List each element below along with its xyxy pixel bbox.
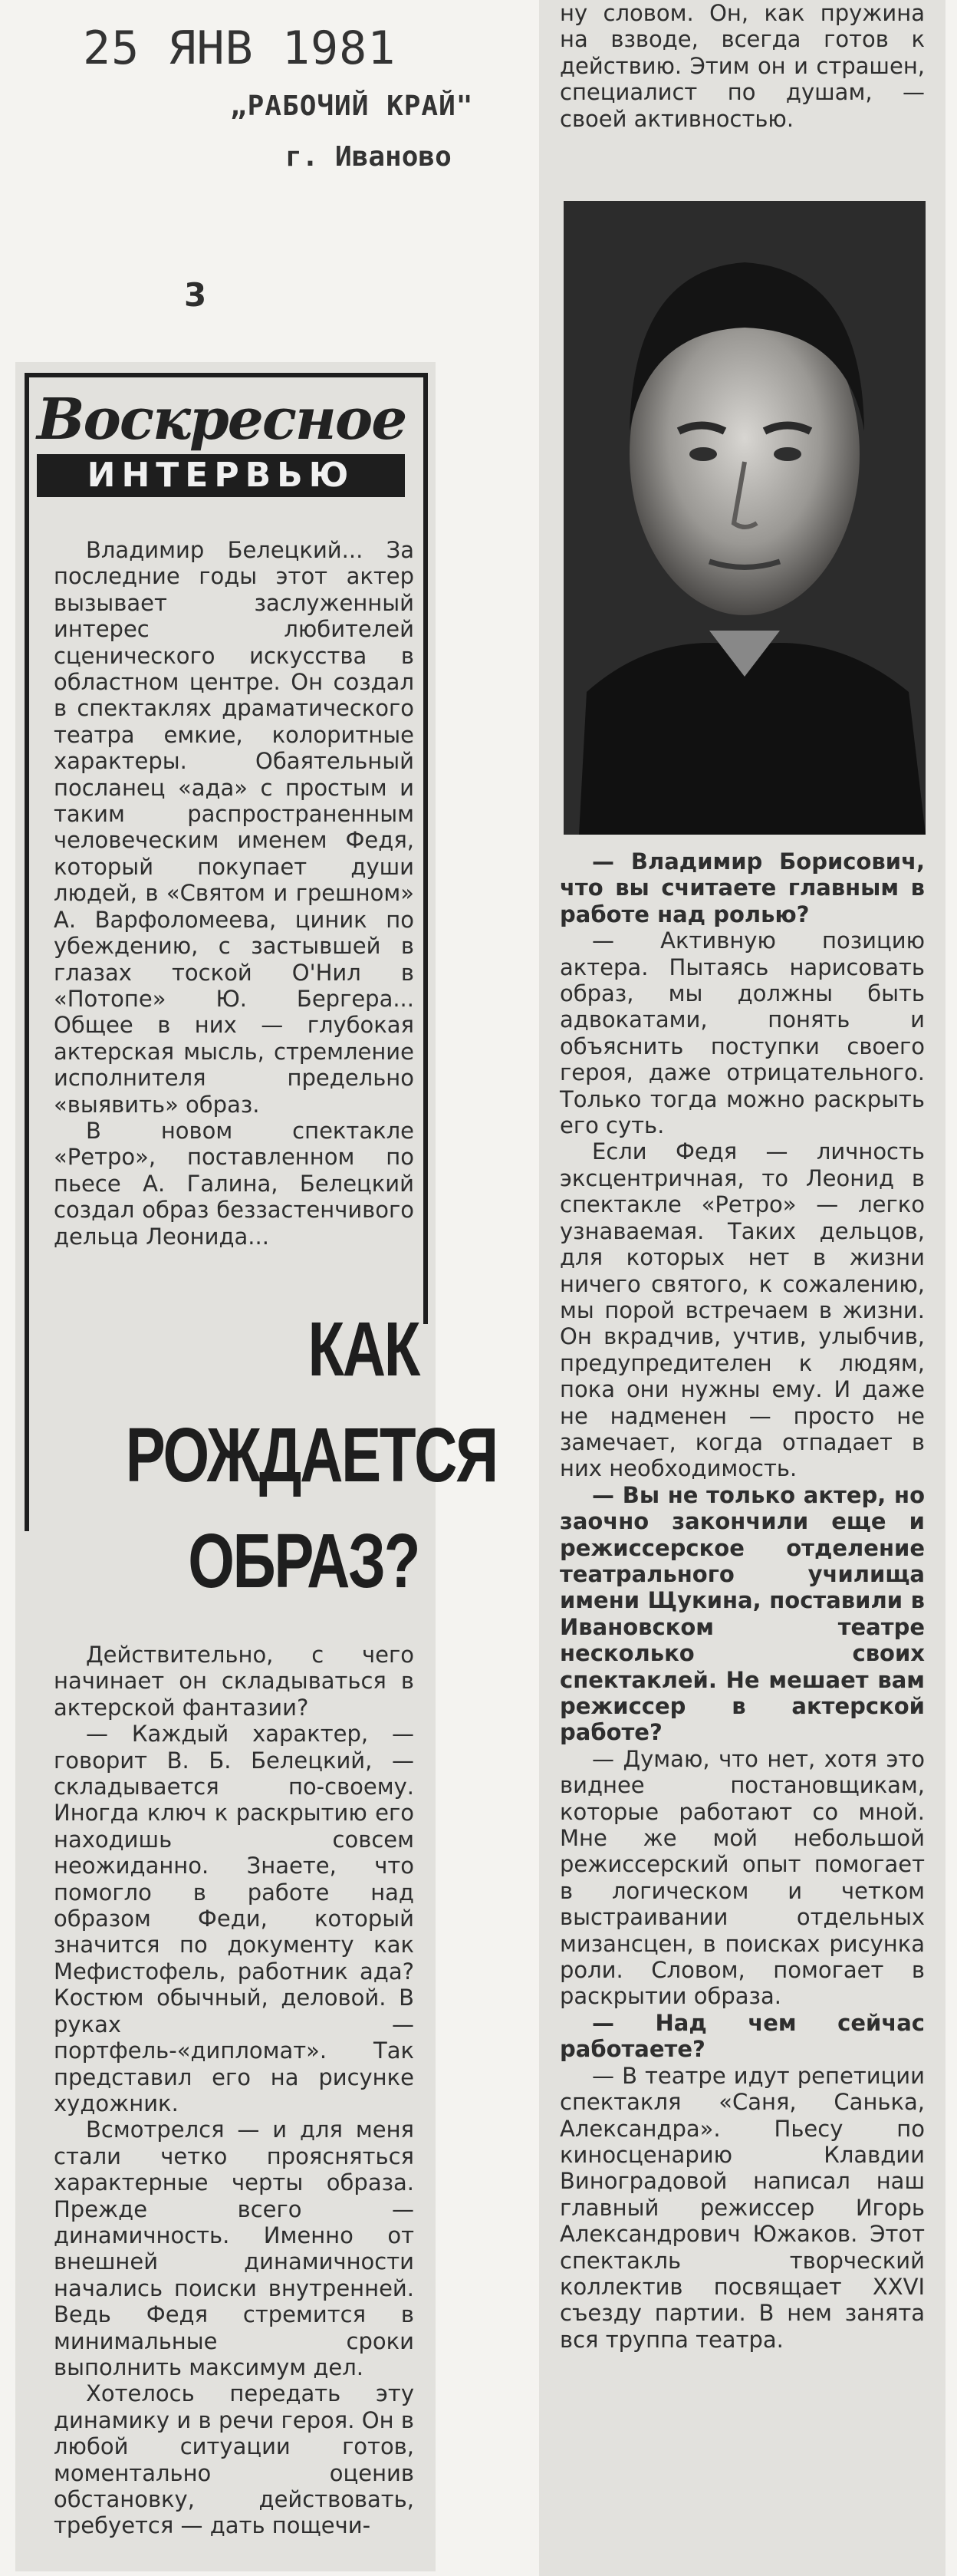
body-paragraph: ну словом. Он, как пружина на взводе, всегда готов к действию. Этим он и страшен, специалист по душам, — своей активностью. [560, 0, 925, 132]
interview-answer: — В театре идут репетиции спектакля «Саня, Санька, Александра». Пьесу по киносценарию Клавдии Виноградовой написал наш главный режиссер Игорь Александрович Южаков. Этот спектакль творческий коллектив посвящает XXVI съезду партии. В нем занята вся труппа театра. [560, 2062, 925, 2353]
frame-left-rule [25, 373, 29, 1531]
intro-text [54, 537, 414, 1250]
interview-answer: Если Федя — личность эксцентричная, то Леонид в спектакле «Ретро» — легко узнаваемая. Таких дельцов, для которых нет в жизни ничего святого, к сожалению, мы порой встречаем в жизни. Он вкрадчив, учтив, улыбчив, предупредителен к людям, пока они нужны ему. И даже не надменен — просто не замечает, когда отпадает в них необходимость. [560, 1138, 925, 1482]
city-stamp: г. Иваново [285, 141, 452, 173]
frame-right-rule [423, 373, 428, 1324]
article-headline [125, 1296, 497, 1614]
headline-line: ОБРАЗ? [188, 1518, 419, 1604]
page-number: 3 [184, 276, 207, 314]
interview-question: — Над чем сейчас работаете? [560, 2009, 925, 2063]
rubric-bar-title: ИНТЕРВЬЮ [37, 454, 405, 497]
headline-line: РОЖДАЕТСЯ [125, 1412, 497, 1498]
interview-answer: — Активную позицию актера. Пытаясь нарисовать образ, мы должны быть адвокатами, понять и объяснить поступки своего героя, даже отрицательного. Только тогда можно раскрыть его суть. [560, 927, 925, 1139]
body-paragraph: Действительно, с чего начинает он складываться в актерской фантазии? [54, 1642, 414, 1721]
body-paragraph: Хотелось передать эту динамику и в речи героя. Он в любой ситуации готов, моментально оценив обстановку, действовать, требуется — дать пощечи- [54, 2380, 414, 2539]
newspaper-stamp: „РАБОЧИЙ КРАЙ" [230, 91, 474, 122]
frame-top-rule [25, 373, 428, 377]
right-top-text [560, 0, 925, 132]
body-paragraph: Всмотрелся — и для меня стали четко проясняться характерные черты образа. Прежде всего — динамичность. Именно от внешней динамичности начались поиски внутренней. Ведь Федя стремится в минимальные сроки выполнить максимум дел. [54, 2116, 414, 2380]
rubric-script-title: Воскресное [37, 387, 406, 453]
interview-answer: — Думаю, что нет, хотя это виднее постановщикам, которые работают со мной. Мне же мой небольшой режиссерский опыт помогает в логическом и четком выстраивании отдельных мизансцен, в поисках рисунка роли. Словом, помогает в раскрытии образа. [560, 1745, 925, 2010]
right-body-text [560, 848, 925, 2353]
rubric-heading [37, 387, 406, 522]
intro-paragraph: В новом спектакле «Ретро», поставленном по пьесе А. Галина, Белецкий создал образ беззастенчивого дельца Леонида... [54, 1117, 414, 1250]
interview-question: — Вы не только актер, но заочно закончили еще и режиссерское отделение театрального училища имени Щукина, поставили в Ивановском театре несколько своих спектаклей. Не мешает вам режиссер в актерской работе? [560, 1481, 925, 1746]
intro-paragraph: Владимир Белецкий... За последние годы этот актер вызывает заслуженный интерес любителей сценического искусства в областном центре. Он создал в спектаклях драматического театра емкие, колоритные характеры. Обаятельный посланец «ада» с простым и таким распространенным человеческим именем Федя, который покупает души людей, в «Святом и грешном» А. Варфоломеева, циник по убеждению, с застывшей в глазах тоской О'Нил в «Потопе» Ю. Бергера... Общее в них — глубокая актерская мысль, стремление исполнителя предельно «выявить» образ. [54, 537, 414, 1118]
portrait-photo [564, 201, 926, 835]
interview-question: — Владимир Борисович, что вы считаете главным в работе над ролью? [560, 848, 925, 927]
date-stamp: 25 ЯНВ 1981 [83, 21, 396, 75]
headline-line: КАК [307, 1306, 419, 1392]
portrait-icon [564, 201, 926, 835]
body-paragraph: — Каждый характер, — говорит В. Б. Белецкий, — складывается по-своему. Иногда ключ к раскрытию его находишь совсем неожиданно. Знаете, что помогло в работе над образом Феди, который значится по документу как Мефистофель, работник ада? Костюм обычный, деловой. В руках — портфель-«дипломат». Так представил его на рисунке художник. [54, 1721, 414, 2116]
left-body-text [54, 1642, 414, 2539]
